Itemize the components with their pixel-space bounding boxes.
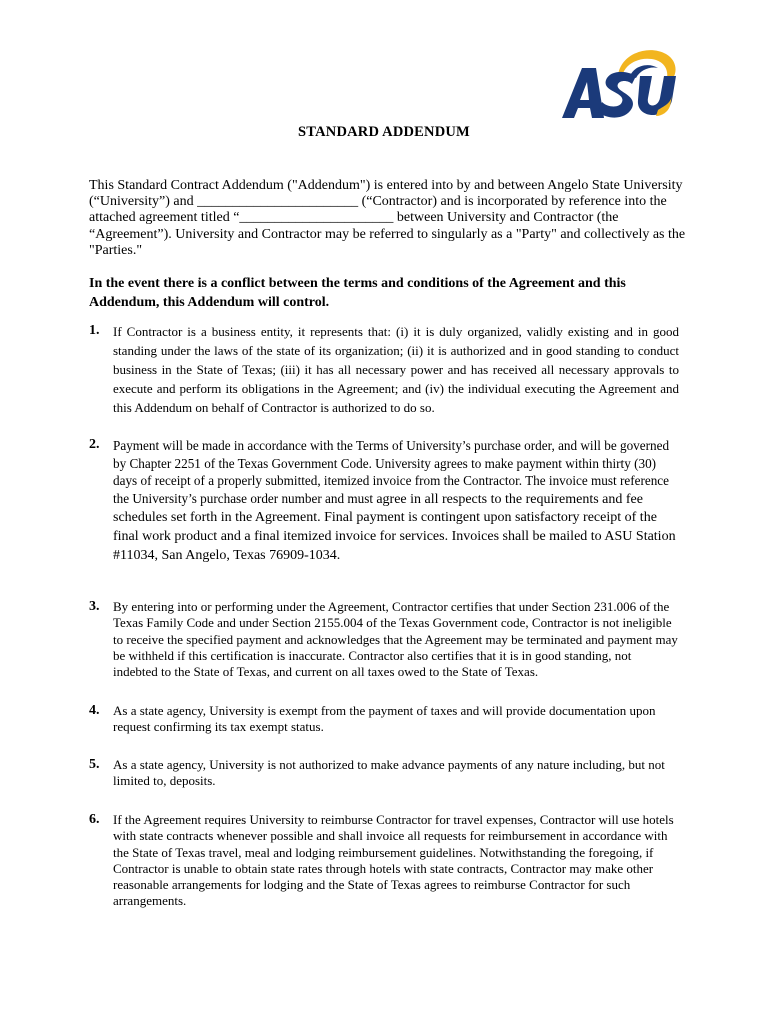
asu-logo [560, 46, 680, 124]
conflict-notice: In the event there is a conflict between the terms and conditions of the Agreement and this Addendum, this Addendum will control. [89, 276, 626, 310]
clause-text: As a state agency, University is not authorized to make advance payments of any nature including, but not limited to, deposits. [113, 757, 665, 789]
clause-text: As a state agency, University is exempt from the payment of taxes and will provide documentation upon request confirming its tax exempt status. [113, 703, 656, 735]
clause-number: 1. [89, 323, 100, 338]
intro-paragraph: This Standard Contract Addendum ("Addendum") is entered into by and between Angelo State University (“University”) and _______________________ (“Contractor) and is incorporated by reference into the attached agreement titled “______________________ between University and Contractor (the “Agreement”). University and Contractor may be referred to singularly as a "Party" and collectively as the "Parties." [89, 178, 686, 258]
clause-text: If the Agreement requires University to reimburse Contractor for travel expenses, Contractor will use hotels with state contracts whenever possible and shall invoice all requests for reimbursement in accordance with the State of Texas travel, meal and lodging reimbursement guidelines. Notwithstanding the foregoing, if Contractor is unable to obtain state rates through hotels with state contracts, Contractor may make other reasonable arrangements for lodging and the State of Texas agrees to reimburse Contractor for such arrangements. [113, 812, 674, 909]
logo-letter-a [562, 68, 604, 118]
page-title: STANDARD ADDENDUM [298, 124, 470, 140]
clause-number: 6. [89, 812, 100, 827]
clause-number: 2. [89, 437, 100, 452]
logo-letter-s [598, 72, 636, 118]
clause-text [113, 437, 679, 564]
clause-text-part-b: agree in all respects to the requirements and fee schedules set forth in the Agreement. Final payment is contingent upon satisfactory receipt of the final work product and a final itemized invoice for services. Invoices shall be mailed to ASU Station #11034, San Angelo, Texas 76909-1034. [113, 491, 676, 563]
clause-number: 3. [89, 599, 100, 614]
clause-number: 5. [89, 757, 100, 772]
logo-letter-u [638, 76, 676, 115]
clause-text: If Contractor is a business entity, it represents that: (i) it is duly organized, validly existing and in good standing under the laws of the state of its organization; (ii) it is authorized and in good standing to conduct business in the State of Texas; (iii) it has all necessary power and has received all necessary approvals to execute and perform its obligations in the Agreement; and (iv) the individual executing the Agreement and this Addendum on behalf of Contractor is authorized to do so. [113, 324, 679, 415]
clause-text: By entering into or performing under the Agreement, Contractor certifies that under Section 231.006 of the Texas Family Code and under Section 2155.004 of the Texas Government code, Contractor is not ineligible to receive the specified payment and acknowledges that the Agreement may be terminated and payment may be withheld if this certification is inaccurate. Contractor also certifies that it is in good standing, not indebted to the State of Texas, and current on all taxes owed to the State of Texas. [113, 599, 678, 680]
clause-number: 4. [89, 703, 100, 718]
clause-text-part-a: Payment will be made in accordance with the Terms of University’s purchase order, and will be governed by Chapter 2251 of the Texas Government Code. University agrees to make payment within thirty (30) days of receipt of a properly submitted, itemized invoice from the Contractor. The invoice must reference the University’s purchase order number and must [113, 438, 670, 506]
